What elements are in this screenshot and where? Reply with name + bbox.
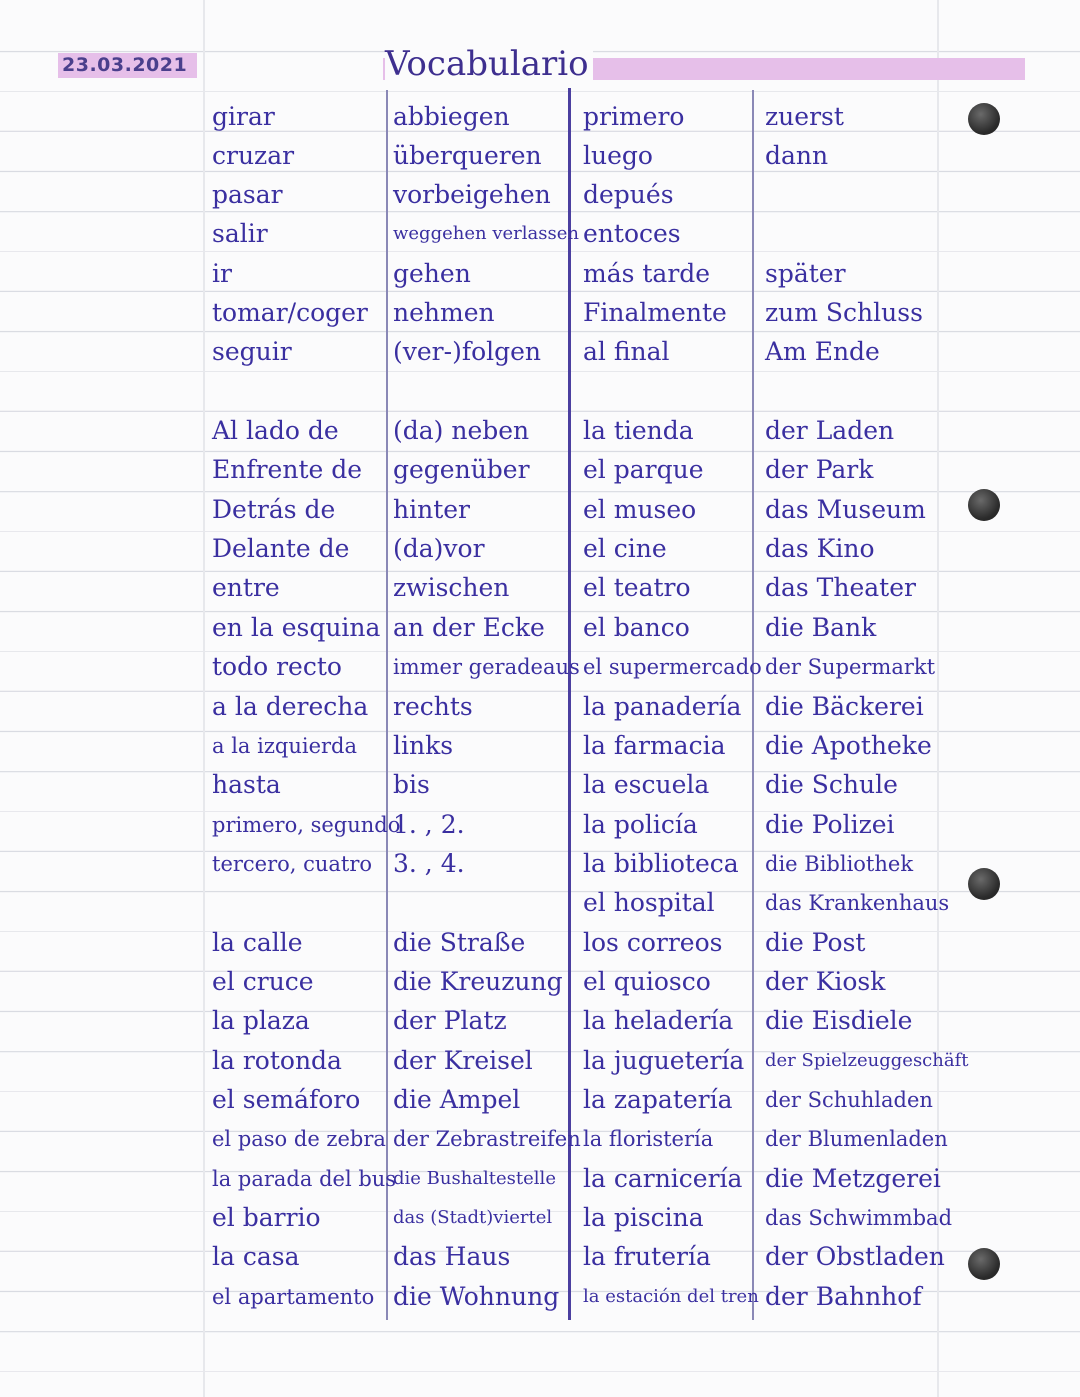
punch-hole <box>968 103 1000 135</box>
vocab-de-right-cell: die Bäckerei <box>765 692 924 721</box>
vocab-de-right-cell: das Theater <box>765 573 916 602</box>
vocab-es-right-cell: primero <box>583 102 685 131</box>
vocab-de-right-cell: die Eisdiele <box>765 1006 913 1035</box>
vocab-es-cell: en la esquina <box>212 613 381 642</box>
page-title: Vocabulario <box>385 44 593 84</box>
vocab-de-cell: weggehen verlassen <box>393 223 579 244</box>
vocab-de-cell: die Straße <box>393 928 526 957</box>
vocab-es-cell: Detrás de <box>212 495 336 524</box>
vocab-es-cell: a la derecha <box>212 692 369 721</box>
vocab-de-cell: der Zebrastreifen <box>393 1127 581 1151</box>
vocab-es-cell: salir <box>212 219 268 248</box>
vocab-es-right-cell: la juguetería <box>583 1046 745 1075</box>
column-divider <box>386 90 388 1320</box>
vocab-es-right-cell: la frutería <box>583 1242 711 1271</box>
vocab-es-right-cell: Finalmente <box>583 298 727 327</box>
vocab-es-cell: Al lado de <box>212 416 339 445</box>
vocab-es-cell: la plaza <box>212 1006 310 1035</box>
vocab-de-right-cell: der Laden <box>765 416 895 445</box>
vocab-de-right-cell: der Kiosk <box>765 967 886 996</box>
vocab-es-cell: el paso de zebra <box>212 1127 386 1151</box>
vocab-de-cell: der Kreisel <box>393 1046 533 1075</box>
vocab-de-cell: das Haus <box>393 1242 511 1271</box>
vocab-de-right-cell: der Spielzeuggeschäft <box>765 1050 969 1071</box>
vocab-es-cell: el barrio <box>212 1203 321 1232</box>
vocab-es-cell: pasar <box>212 180 283 209</box>
vocab-de-cell: gehen <box>393 259 471 288</box>
vocab-es-right-cell: el supermercado <box>583 655 762 679</box>
vocab-de-right-cell: Am Ende <box>765 337 880 366</box>
punch-hole <box>968 1248 1000 1280</box>
vocab-de-right-cell: die Post <box>765 928 866 957</box>
vocab-es-cell: primero, segundo <box>212 813 401 837</box>
vocab-de-right-cell: die Bibliothek <box>765 852 914 876</box>
vocab-de-cell: vorbeigehen <box>393 180 551 209</box>
vocab-es-right-cell: la tienda <box>583 416 694 445</box>
vocab-es-right-cell: la floristería <box>583 1127 714 1151</box>
column-divider <box>752 90 754 1320</box>
vocab-es-right-cell: la policía <box>583 810 698 839</box>
vocab-es-cell: el semáforo <box>212 1085 361 1114</box>
vocab-de-cell: (ver-)folgen <box>393 337 542 366</box>
vocab-de-cell: die Ampel <box>393 1085 521 1114</box>
vocab-de-cell: (da) neben <box>393 416 530 445</box>
vocab-es-cell: el apartamento <box>212 1285 375 1309</box>
vocab-es-right-cell: luego <box>583 141 653 170</box>
vocab-es-right-cell: la zapatería <box>583 1085 733 1114</box>
vocab-es-cell: la rotonda <box>212 1046 342 1075</box>
vocab-es-right-cell: depués <box>583 180 674 209</box>
vocab-de-cell: die Kreuzung <box>393 967 563 996</box>
vocab-de-right-cell: das Museum <box>765 495 926 524</box>
vocab-es-right-cell: la biblioteca <box>583 849 739 878</box>
vocab-de-cell: die Wohnung <box>393 1282 560 1311</box>
vocab-es-cell: ir <box>212 259 232 288</box>
vocab-es-cell: la parada del bus <box>212 1167 397 1191</box>
vocab-de-right-cell: der Obstladen <box>765 1242 945 1271</box>
vocab-es-cell: entre <box>212 573 280 602</box>
vocab-es-cell: Enfrente de <box>212 455 363 484</box>
vocab-es-cell: todo recto <box>212 652 342 681</box>
vocab-de-right-cell: später <box>765 259 846 288</box>
vocab-de-right-cell: das Krankenhaus <box>765 891 950 915</box>
vocab-es-right-cell: el teatro <box>583 573 691 602</box>
vocab-de-right-cell: das Schwimmbad <box>765 1206 953 1230</box>
vocab-de-right-cell: die Metzgerei <box>765 1164 941 1193</box>
vocab-es-right-cell: la farmacia <box>583 731 726 760</box>
vocab-es-right-cell: más tarde <box>583 259 711 288</box>
vocab-de-cell: das (Stadt)viertel <box>393 1207 553 1228</box>
vocab-de-right-cell: die Bank <box>765 613 877 642</box>
vocab-de-cell: 3. , 4. <box>393 849 465 878</box>
vocab-es-right-cell: el parque <box>583 455 704 484</box>
vocab-es-right-cell: la heladería <box>583 1006 734 1035</box>
punch-hole <box>968 489 1000 521</box>
vocab-es-cell: seguir <box>212 337 292 366</box>
vocab-es-right-cell: la piscina <box>583 1203 704 1232</box>
vocab-de-right-cell: zuerst <box>765 102 844 131</box>
vocab-de-cell: rechts <box>393 692 473 721</box>
vocab-de-right-cell: die Schule <box>765 770 898 799</box>
vocab-es-right-cell: el quiosco <box>583 967 711 996</box>
vocab-es-right-cell: la estación del tren <box>583 1286 759 1307</box>
vocab-de-cell: zwischen <box>393 573 510 602</box>
vocab-de-right-cell: zum Schluss <box>765 298 923 327</box>
vocab-es-right-cell: los correos <box>583 928 723 957</box>
vocab-de-right-cell: der Schuhladen <box>765 1088 933 1112</box>
vocab-de-cell: gegenüber <box>393 455 530 484</box>
vocab-es-right-cell: el hospital <box>583 888 715 917</box>
vocab-de-cell: der Platz <box>393 1006 507 1035</box>
vocab-es-cell: el cruce <box>212 967 314 996</box>
vocab-es-cell: la calle <box>212 928 303 957</box>
vocab-de-cell: 1. , 2. <box>393 810 465 839</box>
vocab-de-right-cell: der Park <box>765 455 874 484</box>
vocab-es-cell: tomar/coger <box>212 298 368 327</box>
vocab-es-cell: tercero, cuatro <box>212 852 373 876</box>
vocab-de-right-cell: die Polizei <box>765 810 895 839</box>
vocab-de-cell: hinter <box>393 495 470 524</box>
vocab-de-cell: nehmen <box>393 298 495 327</box>
vocab-es-cell: a la izquierda <box>212 734 358 758</box>
vocab-de-right-cell: der Blumenladen <box>765 1127 948 1151</box>
vocab-es-right-cell: entoces <box>583 219 681 248</box>
vocab-de-cell: die Bushaltestelle <box>393 1168 556 1189</box>
punch-hole <box>968 868 1000 900</box>
vocab-es-cell: la casa <box>212 1242 300 1271</box>
vocab-de-cell: überqueren <box>393 141 542 170</box>
vocab-es-cell: hasta <box>212 770 281 799</box>
date-label: 23.03.2021 <box>58 53 197 78</box>
vocab-de-cell: links <box>393 731 454 760</box>
vocab-es-right-cell: la carnicería <box>583 1164 743 1193</box>
margin-line <box>203 0 205 1397</box>
vocab-de-cell: an der Ecke <box>393 613 545 642</box>
vocab-es-right-cell: el banco <box>583 613 690 642</box>
vocab-de-cell: bis <box>393 770 430 799</box>
vocab-de-right-cell: der Bahnhof <box>765 1282 922 1311</box>
vocab-de-right-cell: dann <box>765 141 829 170</box>
vocab-de-right-cell: der Supermarkt <box>765 655 936 679</box>
vocab-es-right-cell: la panadería <box>583 692 742 721</box>
vocab-es-right-cell: la escuela <box>583 770 710 799</box>
vocab-es-right-cell: el museo <box>583 495 697 524</box>
vocab-es-cell: girar <box>212 102 275 131</box>
vocab-de-right-cell: das Kino <box>765 534 875 563</box>
vocab-es-cell: Delante de <box>212 534 350 563</box>
vocab-de-cell: immer geradeaus <box>393 655 580 679</box>
vocab-de-cell: abbiegen <box>393 102 510 131</box>
vocab-es-cell: cruzar <box>212 141 295 170</box>
vocab-de-right-cell: die Apotheke <box>765 731 932 760</box>
vocab-es-right-cell: al final <box>583 337 670 366</box>
vocab-es-right-cell: el cine <box>583 534 667 563</box>
vocab-de-cell: (da)vor <box>393 534 485 563</box>
